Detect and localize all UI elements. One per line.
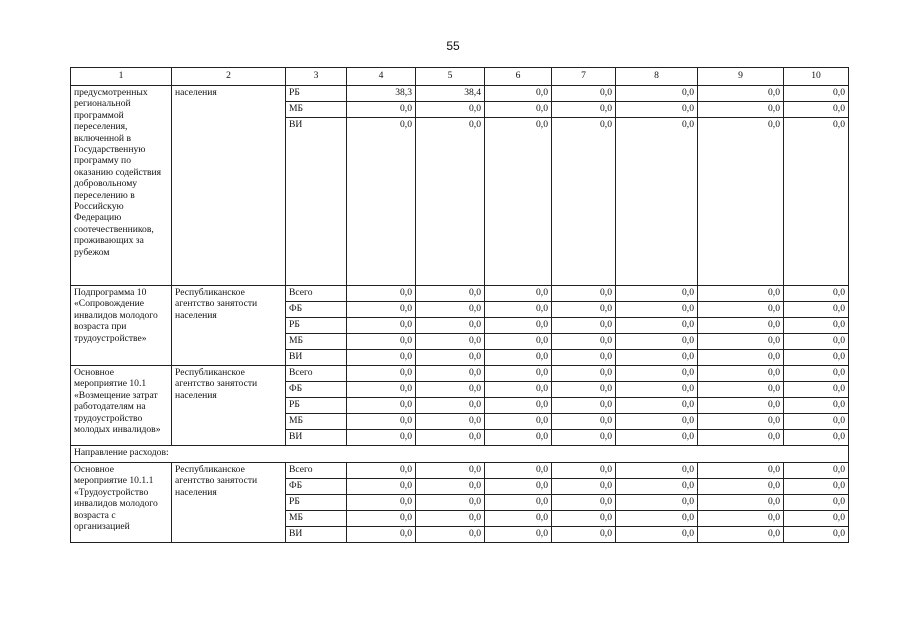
value-cell: 0,0 bbox=[616, 302, 698, 318]
value-cell: 0,0 bbox=[616, 398, 698, 414]
value-cell: 0,0 bbox=[698, 527, 784, 543]
value-cell: 0,0 bbox=[552, 118, 616, 286]
value-cell: 0,0 bbox=[552, 86, 616, 102]
funding-source-cell: ФБ bbox=[286, 479, 347, 495]
value-cell: 0,0 bbox=[552, 495, 616, 511]
value-cell: 0,0 bbox=[552, 463, 616, 479]
value-cell: 0,0 bbox=[347, 102, 416, 118]
value-cell: 0,0 bbox=[698, 366, 784, 382]
value-cell: 0,0 bbox=[347, 463, 416, 479]
funding-source-cell: МБ bbox=[286, 102, 347, 118]
table-row bbox=[71, 366, 849, 382]
value-cell: 0,0 bbox=[485, 511, 552, 527]
value-cell: 0,0 bbox=[698, 318, 784, 334]
value-cell: 38,4 bbox=[416, 86, 485, 102]
budget-table bbox=[70, 67, 849, 543]
value-cell: 0,0 bbox=[616, 286, 698, 302]
column-header: 5 bbox=[416, 68, 485, 86]
value-cell: 0,0 bbox=[616, 366, 698, 382]
value-cell: 0,0 bbox=[616, 382, 698, 398]
value-cell: 0,0 bbox=[784, 350, 849, 366]
value-cell: 0,0 bbox=[698, 414, 784, 430]
value-cell: 0,0 bbox=[485, 118, 552, 286]
value-cell: 0,0 bbox=[616, 318, 698, 334]
executor-cell: Республиканское агентство занятости населения bbox=[172, 286, 286, 366]
value-cell: 0,0 bbox=[784, 495, 849, 511]
executor-cell: Республиканское агентство занятости населения bbox=[172, 463, 286, 543]
value-cell: 0,0 bbox=[698, 118, 784, 286]
value-cell: 0,0 bbox=[347, 527, 416, 543]
activity-name-cell: Основное мероприятие 10.1 «Возмещение затрат работодателям на трудоустройство молодых инвалидов» bbox=[71, 366, 172, 446]
value-cell: 0,0 bbox=[347, 302, 416, 318]
value-cell: 0,0 bbox=[784, 286, 849, 302]
value-cell: 0,0 bbox=[347, 118, 416, 286]
value-cell: 0,0 bbox=[347, 366, 416, 382]
value-cell: 0,0 bbox=[616, 118, 698, 286]
value-cell: 0,0 bbox=[616, 350, 698, 366]
value-cell: 0,0 bbox=[552, 302, 616, 318]
column-header: 1 bbox=[71, 68, 172, 86]
value-cell: 0,0 bbox=[698, 86, 784, 102]
value-cell: 0,0 bbox=[698, 398, 784, 414]
column-header: 3 bbox=[286, 68, 347, 86]
value-cell: 0,0 bbox=[784, 118, 849, 286]
header-row bbox=[71, 68, 849, 86]
funding-source-cell: ВИ bbox=[286, 527, 347, 543]
value-cell: 0,0 bbox=[784, 86, 849, 102]
section-heading: Направление расходов: bbox=[71, 446, 849, 463]
value-cell: 0,0 bbox=[784, 463, 849, 479]
value-cell: 0,0 bbox=[416, 495, 485, 511]
value-cell: 0,0 bbox=[698, 479, 784, 495]
funding-source-cell: ФБ bbox=[286, 382, 347, 398]
value-cell: 0,0 bbox=[784, 430, 849, 446]
activity-name-cell: Основное мероприятие 10.1.1 «Трудоустройство инвалидов молодого возраста с организацией bbox=[71, 463, 172, 543]
value-cell: 0,0 bbox=[485, 527, 552, 543]
value-cell: 0,0 bbox=[616, 511, 698, 527]
value-cell: 0,0 bbox=[616, 495, 698, 511]
value-cell: 0,0 bbox=[347, 511, 416, 527]
value-cell: 0,0 bbox=[552, 527, 616, 543]
table-row bbox=[71, 86, 849, 102]
value-cell: 0,0 bbox=[347, 479, 416, 495]
value-cell: 0,0 bbox=[784, 334, 849, 350]
value-cell: 0,0 bbox=[552, 430, 616, 446]
value-cell: 0,0 bbox=[698, 302, 784, 318]
value-cell: 0,0 bbox=[616, 414, 698, 430]
funding-source-cell: РБ bbox=[286, 318, 347, 334]
value-cell: 0,0 bbox=[784, 414, 849, 430]
value-cell: 0,0 bbox=[698, 430, 784, 446]
value-cell: 0,0 bbox=[347, 286, 416, 302]
value-cell: 0,0 bbox=[552, 479, 616, 495]
value-cell: 0,0 bbox=[416, 102, 485, 118]
value-cell: 0,0 bbox=[485, 366, 552, 382]
value-cell: 0,0 bbox=[552, 334, 616, 350]
value-cell: 0,0 bbox=[485, 102, 552, 118]
value-cell: 0,0 bbox=[616, 527, 698, 543]
value-cell: 0,0 bbox=[698, 382, 784, 398]
activity-name-cell: Подпрограмма 10 «Сопровождение инвалидов молодого возраста при трудоустройстве» bbox=[71, 286, 172, 366]
value-cell: 0,0 bbox=[347, 382, 416, 398]
value-cell: 0,0 bbox=[552, 102, 616, 118]
value-cell: 0,0 bbox=[784, 398, 849, 414]
value-cell: 0,0 bbox=[485, 414, 552, 430]
column-header: 6 bbox=[485, 68, 552, 86]
value-cell: 38,3 bbox=[347, 86, 416, 102]
value-cell: 0,0 bbox=[616, 102, 698, 118]
funding-source-cell: РБ bbox=[286, 398, 347, 414]
funding-source-cell: Всего bbox=[286, 366, 347, 382]
funding-source-cell: МБ bbox=[286, 511, 347, 527]
value-cell: 0,0 bbox=[552, 511, 616, 527]
value-cell: 0,0 bbox=[485, 286, 552, 302]
column-header: 10 bbox=[784, 68, 849, 86]
value-cell: 0,0 bbox=[485, 495, 552, 511]
value-cell: 0,0 bbox=[347, 430, 416, 446]
funding-source-cell: Всего bbox=[286, 286, 347, 302]
value-cell: 0,0 bbox=[698, 102, 784, 118]
column-header: 7 bbox=[552, 68, 616, 86]
value-cell: 0,0 bbox=[616, 334, 698, 350]
value-cell: 0,0 bbox=[616, 430, 698, 446]
table-row bbox=[71, 463, 849, 479]
column-header: 9 bbox=[698, 68, 784, 86]
value-cell: 0,0 bbox=[347, 318, 416, 334]
value-cell: 0,0 bbox=[485, 430, 552, 446]
value-cell: 0,0 bbox=[552, 382, 616, 398]
value-cell: 0,0 bbox=[552, 350, 616, 366]
value-cell: 0,0 bbox=[485, 463, 552, 479]
value-cell: 0,0 bbox=[784, 527, 849, 543]
value-cell: 0,0 bbox=[416, 350, 485, 366]
value-cell: 0,0 bbox=[416, 302, 485, 318]
value-cell: 0,0 bbox=[485, 86, 552, 102]
value-cell: 0,0 bbox=[616, 463, 698, 479]
value-cell: 0,0 bbox=[416, 479, 485, 495]
executor-cell: Республиканское агентство занятости населения bbox=[172, 366, 286, 446]
value-cell: 0,0 bbox=[416, 527, 485, 543]
table-row bbox=[71, 286, 849, 302]
value-cell: 0,0 bbox=[416, 334, 485, 350]
funding-source-cell: МБ bbox=[286, 414, 347, 430]
value-cell: 0,0 bbox=[347, 495, 416, 511]
funding-source-cell: ВИ bbox=[286, 118, 347, 286]
value-cell: 0,0 bbox=[698, 334, 784, 350]
funding-source-cell: ВИ bbox=[286, 350, 347, 366]
value-cell: 0,0 bbox=[416, 366, 485, 382]
activity-name-cell: предусмотренных региональной программой переселения, включенной в Государственную программу по оказанию содействия добровольному переселению в Российскую Федерацию соотечественников, проживающих за рубежом bbox=[71, 86, 172, 286]
value-cell: 0,0 bbox=[616, 86, 698, 102]
funding-source-cell: РБ bbox=[286, 86, 347, 102]
value-cell: 0,0 bbox=[347, 398, 416, 414]
value-cell: 0,0 bbox=[347, 350, 416, 366]
value-cell: 0,0 bbox=[784, 479, 849, 495]
funding-source-cell: ФБ bbox=[286, 302, 347, 318]
value-cell: 0,0 bbox=[485, 382, 552, 398]
value-cell: 0,0 bbox=[485, 479, 552, 495]
section-heading-row bbox=[71, 446, 849, 463]
value-cell: 0,0 bbox=[416, 286, 485, 302]
value-cell: 0,0 bbox=[784, 102, 849, 118]
value-cell: 0,0 bbox=[552, 414, 616, 430]
value-cell: 0,0 bbox=[347, 414, 416, 430]
value-cell: 0,0 bbox=[416, 430, 485, 446]
executor-cell: населения bbox=[172, 86, 286, 286]
value-cell: 0,0 bbox=[552, 398, 616, 414]
value-cell: 0,0 bbox=[616, 479, 698, 495]
value-cell: 0,0 bbox=[485, 398, 552, 414]
column-header: 8 bbox=[616, 68, 698, 86]
column-header: 2 bbox=[172, 68, 286, 86]
value-cell: 0,0 bbox=[698, 495, 784, 511]
column-header: 4 bbox=[347, 68, 416, 86]
value-cell: 0,0 bbox=[416, 463, 485, 479]
value-cell: 0,0 bbox=[416, 382, 485, 398]
funding-source-cell: Всего bbox=[286, 463, 347, 479]
value-cell: 0,0 bbox=[784, 382, 849, 398]
value-cell: 0,0 bbox=[347, 334, 416, 350]
value-cell: 0,0 bbox=[784, 318, 849, 334]
value-cell: 0,0 bbox=[784, 302, 849, 318]
value-cell: 0,0 bbox=[698, 463, 784, 479]
value-cell: 0,0 bbox=[698, 511, 784, 527]
value-cell: 0,0 bbox=[698, 286, 784, 302]
value-cell: 0,0 bbox=[784, 366, 849, 382]
value-cell: 0,0 bbox=[485, 350, 552, 366]
funding-source-cell: ВИ bbox=[286, 430, 347, 446]
value-cell: 0,0 bbox=[485, 334, 552, 350]
value-cell: 0,0 bbox=[552, 286, 616, 302]
value-cell: 0,0 bbox=[416, 318, 485, 334]
value-cell: 0,0 bbox=[784, 511, 849, 527]
funding-source-cell: РБ bbox=[286, 495, 347, 511]
page-number: 55 bbox=[446, 39, 460, 53]
value-cell: 0,0 bbox=[416, 511, 485, 527]
value-cell: 0,0 bbox=[416, 118, 485, 286]
value-cell: 0,0 bbox=[552, 366, 616, 382]
value-cell: 0,0 bbox=[416, 398, 485, 414]
funding-source-cell: МБ bbox=[286, 334, 347, 350]
value-cell: 0,0 bbox=[698, 350, 784, 366]
value-cell: 0,0 bbox=[485, 302, 552, 318]
value-cell: 0,0 bbox=[416, 414, 485, 430]
value-cell: 0,0 bbox=[552, 318, 616, 334]
value-cell: 0,0 bbox=[485, 318, 552, 334]
